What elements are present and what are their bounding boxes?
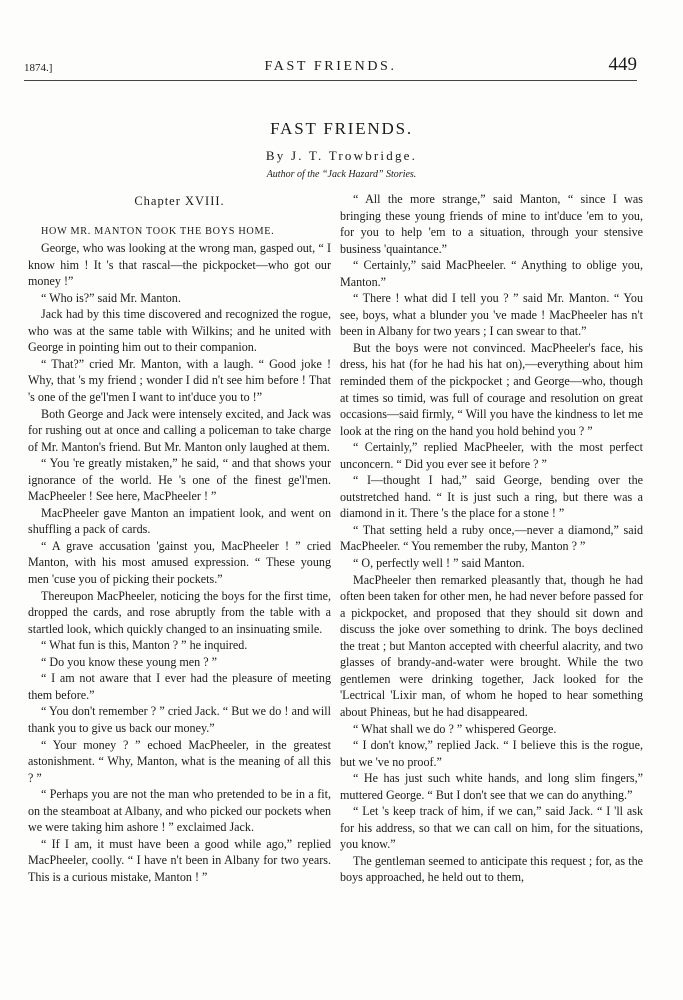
paragraph: “ Perhaps you are not the man who pretended to be in a fit, on the steamboat at Albany, and who picked our pockets when we were taking him ashore ! ” exclaimed Jack. [28,787,331,835]
paragraph: “ He has just such white hands, and long slim fingers,” muttered George. “ But I don't see that we can do anything.” [340,771,643,802]
paragraph: “ What shall we do ? ” whispered George. [353,721,557,736]
paragraph: “ Do you know these young men ? ” [41,654,217,669]
paragraph: “ You 're greatly mistaken,” he said, “ and that shows your ignorance of the world. He 's one of the finest ge'l'men. MacPheeler ! See here, MacPheeler ! ” [28,456,331,504]
paragraph: “ If I am, it must have been a good while ago,” replied MacPheeler, coolly. “ I have n't been in Albany for two years. This is a curious mistake, Manton ! ” [28,836,331,884]
paragraph: “ Certainly,” replied MacPheeler, with the most perfect unconcern. “ Did you ever see it before ? ” [340,440,643,471]
byline-author: J. T. Trowbridge. [290,148,418,163]
paragraph: “ Your money ? ” echoed MacPheeler, in the greatest astonishment. “ Why, Manton, what is the meaning of all this ? ” [28,737,331,785]
paragraph: Jack had by this time discovered and recognized the rogue, who was at the same table with Wilkins; and he united with George in pointing him out to their companion. [28,307,331,355]
paragraph: “ That setting held a ruby once,—never a diamond,” said MacPheeler. “ You remember the ruby, Manton ? ” [340,522,643,554]
page-number: 449 [608,54,637,75]
paragraph: George, who was looking at the wrong man, gasped out, “ I know him ! It 's that rascal—the pickpocket—who got our money !” [28,241,331,289]
left-paragraphs [28,240,331,885]
right-paragraphs [340,191,643,886]
paragraph: “ I don't know,” replied Jack. “ I believe this is the rogue, but we 've no proof.” [340,738,643,769]
paragraph: “ All the more strange,” said Manton, “ since I was bringing these young friends of mine to int'duce 'em to you, for you to help 'em to a situation, through your stensive business 'quaintance.” [340,192,643,256]
header-title: FAST FRIENDS. [264,59,397,74]
paragraph: “ Who is?” said Mr. Manton. [41,290,181,305]
paragraph: Thereupon MacPheeler, noticing the boys for the first time, dropped the cards, and rose abruptly from the table with a startled look, which quickly changed to an insinuating smile. [28,588,331,636]
paragraph: “ A grave accusation 'gainst you, MacPheeler ! ” cried Manton, with his most amused expression. “ These young men 'cuse you of picking their pockets.” [28,538,331,587]
paragraph: “ You don't remember ? ” cried Jack. “ But we do ! and will thank you to give us back our money.” [28,704,331,735]
byline [0,148,683,164]
header-year: 1874.] [24,62,53,74]
paragraph: “ I—thought I had,” said George, bending over the outstretched hand. “ It is just such a ring, but there was a diamond in it. There 's the place for a stone ! ” [340,473,643,521]
section-heading: HOW MR. MANTON TOOK THE BOYS HOME. [41,225,275,237]
running-header [24,54,637,78]
story-title: FAST FRIENDS. [270,119,413,138]
paragraph: MacPheeler then remarked pleasantly that, though he had often been taken for other men, he had never before passed for a pickpocket, and proposed that they should sit down and discuss the joke over something to drink. The boys declined the treat ; but Manton accepted with cheerful alacrity, and two glasses of brandy-and-water were brought. While the two gentlemen were drinking together, Jack looked for the 'Lectrical 'Lixir man, of whom he hoped to hear something about Phineas, but he had disappeared. [340,572,643,719]
paragraph: “ I am not aware that I ever had the pleasure of meeting them before.” [28,671,331,702]
left-column [28,193,331,885]
paragraph: MacPheeler gave Manton an impatient look, and went on shuffling a pack of cards. [28,505,331,537]
paragraph: The gentleman seemed to anticipate this request ; for, as the boys approached, he held out to them, [340,853,643,885]
paragraph: But the boys were not convinced. MacPheeler's face, his dress, his hat (for he had his hat on),—everything about him reminded them of the pickpocket ; and George—who, though at times so timid, was full of courage and resolution on great occasions—said firmly, “ Will you have the kindness to let me look at the ring on the hand you hold behind you ? ” [340,340,643,438]
header-rule [24,80,637,81]
paragraph: “ There ! what did I tell you ? ” said Mr. Manton. “ You see, boys, what a blunder you 've made ! MacPheeler has n't been in Albany for two years ; I can swear to that.” [340,291,643,339]
paragraph: “ Let 's keep track of him, if we can,” said Jack. “ I 'll ask for his address, so that we can call on him, for the situations, you know.” [340,804,643,852]
byline-by: By [265,148,286,163]
paragraph: “ O, perfectly well ! ” said Manton. [353,556,525,571]
right-column [340,191,643,886]
chapter-heading: Chapter XVIII. [134,194,225,208]
paragraph: Both George and Jack were intensely excited, and Jack was for rushing out at once and calling a policeman to take charge of Mr. Manton's friend. But Mr. Manton only laughed at them. [28,406,331,454]
story-subtitle: Author of the “Jack Hazard” Stories. [266,169,417,180]
paragraph: “ What fun is this, Manton ? ” he inquired. [41,638,248,653]
paragraph: “ Certainly,” said MacPheeler. “ Anything to oblige you, Manton.” [340,258,643,289]
paragraph: “ That?” cried Mr. Manton, with a laugh. “ Good joke ! Why, that 's my friend ; wonder I did n't see him before ! That 's one of the ge'l'men I want to int'duce you to !” [28,356,331,405]
